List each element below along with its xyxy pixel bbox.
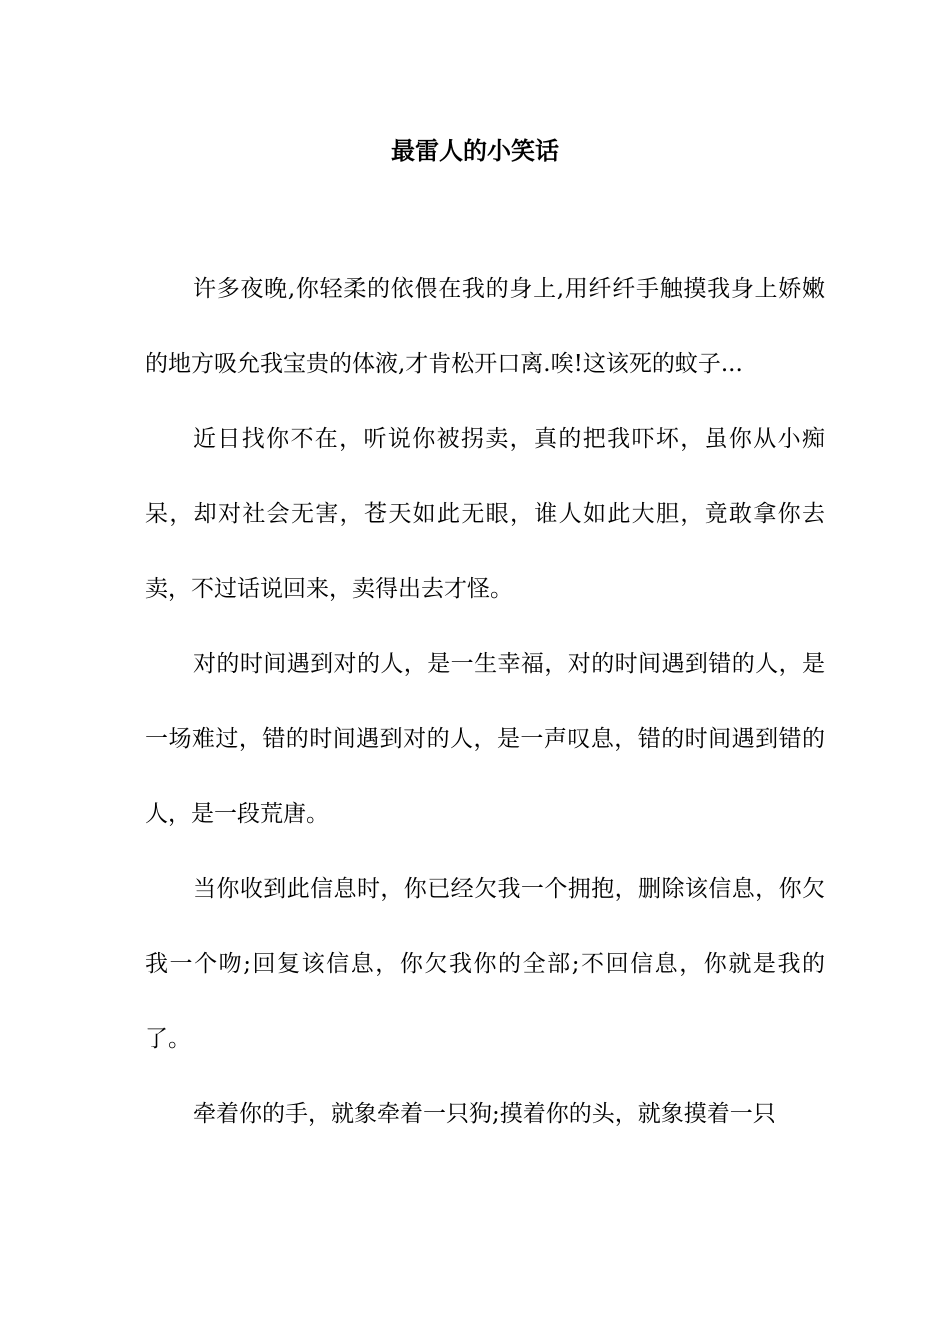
document-title: 最雷人的小笑话 (391, 136, 559, 165)
paragraph-message-joke: 当你收到此信息时，你已经欠我一个拥抱，删除该信息，你欠我一个吻;回复该信息，你欠我你的全部;不回信息，你就是我的了。 (145, 876, 825, 1052)
paragraph-kidnapped-joke: 近日找你不在，听说你被拐卖，真的把我吓坏，虽你从小痴呆，却对社会无害，苍天如此无眼，谁人如此大胆，竟敢拿你去卖，不过话说回来，卖得出去才怪。 (145, 426, 825, 602)
document-body (145, 252, 825, 1152)
paragraph-mosquito-joke: 许多夜晚,你轻柔的依偎在我的身上,用纤纤手触摸我身上娇嫩的地方吸允我宝贵的体液,才肯松开口离.唉!这该死的蚊子... (145, 276, 825, 377)
paragraph-holding-hand-joke: 牵着你的手，就象牵着一只狗;摸着你的头，就象摸着一只 (193, 1101, 776, 1127)
paragraph-right-time-joke: 对的时间遇到对的人，是一生幸福，对的时间遇到错的人，是一场难过，错的时间遇到对的人，是一声叹息，错的时间遇到错的人，是一段荒唐。 (145, 651, 825, 827)
